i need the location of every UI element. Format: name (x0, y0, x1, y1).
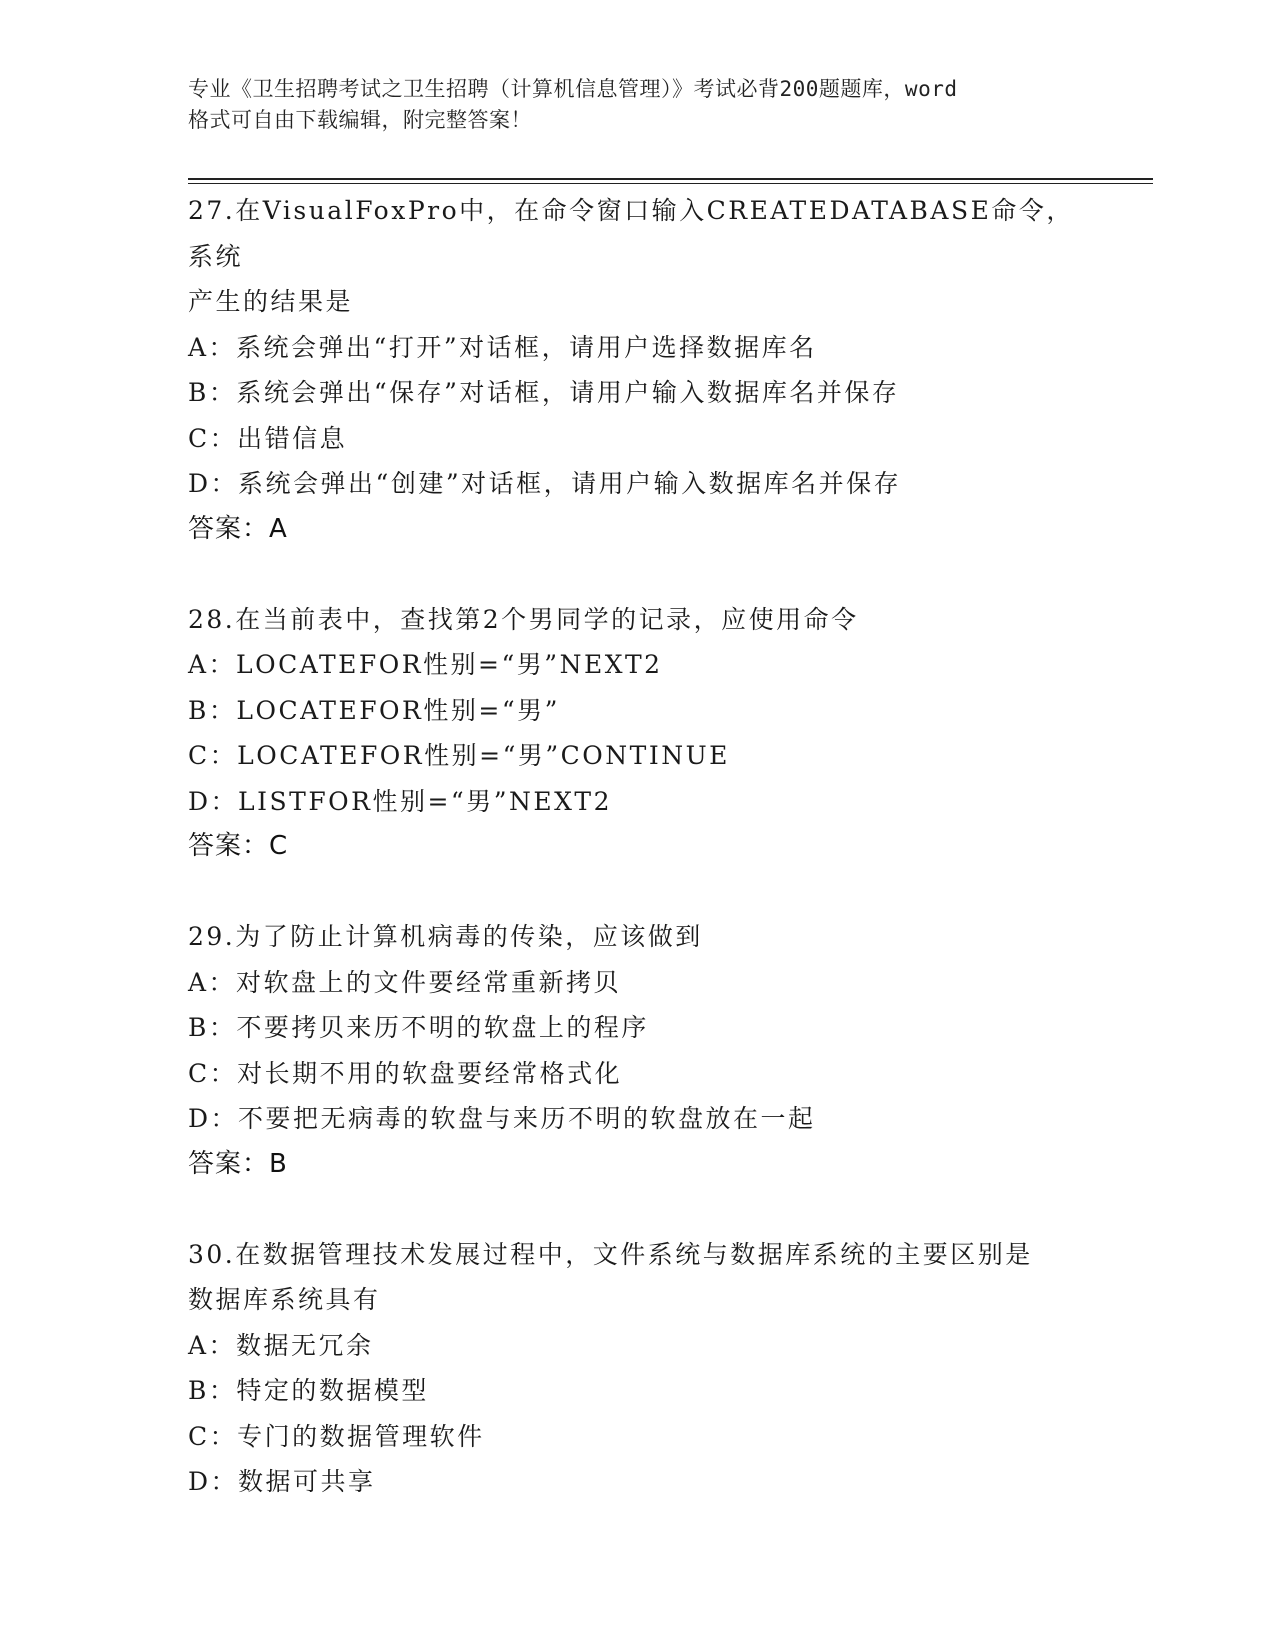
header-divider-thick (188, 178, 1153, 180)
header-line-1: 专业《卫生招聘考试之卫生招聘（计算机信息管理）》考试必背200题题库，word (188, 77, 958, 101)
question-text-line: 28.在当前表中，查找第2个男同学的记录，应使用命令 (188, 604, 859, 634)
question-text-line: 30.在数据管理技术发展过程中，文件系统与数据库系统的主要区别是 (188, 1239, 1033, 1269)
option-b: B：不要拷贝来历不明的软盘上的程序 (188, 1013, 649, 1042)
header-divider-thin (188, 183, 1153, 184)
question-29 (188, 914, 1088, 1187)
option-a: A：对软盘上的文件要经常重新拷贝 (188, 967, 622, 997)
option-b: B：特定的数据模型 (188, 1376, 429, 1405)
question-text-line: 27.在VisualFoxPro中，在命令窗口输入CREATEDATABASE命令，系统 (188, 196, 1074, 271)
option-b: B：系统会弹出“保存”对话框，请用户输入数据库名并保存 (188, 378, 900, 407)
option-d: D：系统会弹出“创建”对话框，请用户输入数据库名并保存 (188, 469, 902, 498)
option-d: D：不要把无病毒的软盘与来历不明的软盘放在一起 (188, 1104, 816, 1133)
option-d: D：LISTFOR性别=“男”NEXT2 (188, 786, 612, 816)
question-list (188, 188, 1088, 1550)
option-d: D：数据可共享 (188, 1467, 376, 1496)
option-c: C：对长期不用的软盘要经常格式化 (188, 1058, 623, 1088)
option-a: A：数据无冗余 (188, 1330, 374, 1360)
answer-label: 答案：B (188, 1148, 288, 1179)
question-27 (188, 188, 1088, 552)
question-28 (188, 597, 1088, 870)
answer-label: 答案：A (188, 513, 288, 544)
question-text-line: 数据库系统具有 (188, 1285, 381, 1314)
option-c: C：LOCATEFOR性别=“男”CONTINUE (188, 741, 730, 770)
option-c: C：专门的数据管理软件 (188, 1421, 485, 1451)
question-30 (188, 1232, 1088, 1505)
document-header (188, 74, 1088, 136)
option-c: C：出错信息 (188, 423, 348, 453)
question-text-line: 产生的结果是 (188, 287, 354, 316)
option-a: A：LOCATEFOR性别=“男”NEXT2 (188, 650, 663, 679)
option-a: A：系统会弹出“打开”对话框，请用户选择数据库名 (188, 332, 817, 362)
option-b: B：LOCATEFOR性别=“男” (188, 695, 560, 725)
answer-label: 答案：C (188, 831, 289, 861)
question-text-line: 29.为了防止计算机病毒的传染，应该做到 (188, 922, 703, 951)
header-line-2: 格式可自由下载编辑，附完整答案！ (188, 108, 532, 132)
